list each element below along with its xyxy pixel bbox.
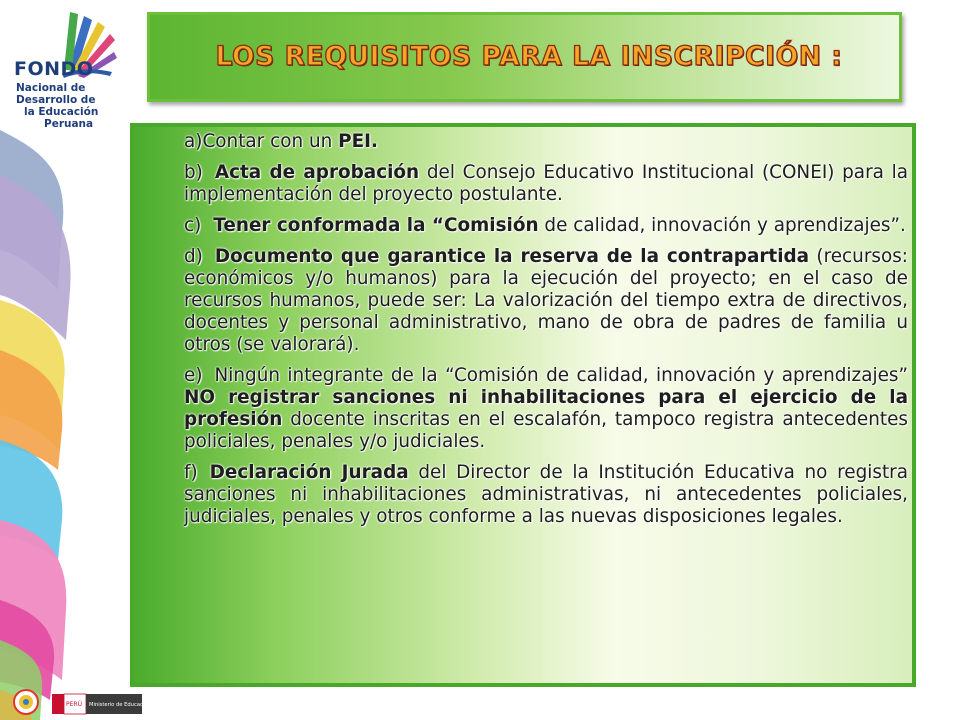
fondep-logo xyxy=(6,14,126,130)
logo-subtitle-line: Nacional de xyxy=(16,82,86,94)
requirement-text-bold: Acta de aprobación xyxy=(214,162,420,183)
requirement-text-bold: Declaración Jurada xyxy=(209,462,409,483)
requirement-item xyxy=(184,215,908,237)
page-title: LOS REQUISITOS PARA LA INSCRIPCIÓN : xyxy=(215,41,843,72)
footer-emblem-icon xyxy=(6,688,46,716)
logo-title: FONDO xyxy=(14,58,94,80)
requirement-item xyxy=(184,246,908,356)
requirement-item xyxy=(184,365,908,453)
requirement-text: docente inscritas en el escalafón, tampoco registra antecedentes policiales, penales y/o judiciales. xyxy=(184,409,908,452)
logo-subtitle-line: Desarrollo de xyxy=(16,94,96,106)
requirements-box xyxy=(130,123,916,687)
requirement-label: e) xyxy=(184,365,203,386)
ministry-name: Ministerio de Educación xyxy=(89,702,151,708)
requirement-label: b) xyxy=(184,162,203,183)
requirement-text: del Director de la Institución Educativa no registra sanciones ni inhabilitaciones administrativas, ni antecedentes policiales, judiciales, penales y otros conforme a las nuevas disposiciones legales. xyxy=(184,462,908,527)
requirement-text: Contar con un xyxy=(202,131,339,152)
requirement-text-bold: PEI. xyxy=(338,131,378,152)
requirement-text-bold: Tener conformada la “Comisión xyxy=(213,215,539,236)
requirement-text: del Consejo Educativo Institucional (CONEI) para la implementación del proyecto postulante. xyxy=(184,162,908,205)
logo-subtitle xyxy=(16,82,98,130)
title-banner xyxy=(147,12,902,102)
requirement-label: c) xyxy=(184,215,202,236)
requirement-text-bold: Documento que garantice la reserva de la contrapartida xyxy=(214,246,810,267)
requirement-text: Ningún integrante de la “Comisión de calidad, innovación y aprendizajes” xyxy=(214,365,908,386)
requirement-item xyxy=(184,162,908,206)
logo-subtitle-line: la Educación xyxy=(24,106,99,118)
requirement-item xyxy=(184,462,908,528)
requirement-label: a) xyxy=(184,131,203,152)
ministry-country: PERÚ xyxy=(66,701,82,708)
requirement-item xyxy=(184,131,908,153)
requirement-text-bold: NO registrar sanciones ni inhabilitaciones para el ejercicio de la profesión xyxy=(184,387,908,430)
logo-subtitle-line: Peruana xyxy=(44,118,94,130)
requirement-text: (recursos: económicos y/o humanos) para la ejecución del proyecto; en el caso de recursos humanos, puede ser: La valorización del tiempo extra de directivos, docentes y personal administrativo, mano de obra de padres de familia u otros (se valorará). xyxy=(184,246,908,355)
requirement-text: de calidad, innovación y aprendizajes”. xyxy=(538,215,906,236)
requirement-label: d) xyxy=(184,246,203,267)
requirement-label: f) xyxy=(184,462,198,483)
ministry-logo xyxy=(52,692,151,716)
requirements-list xyxy=(184,131,908,537)
